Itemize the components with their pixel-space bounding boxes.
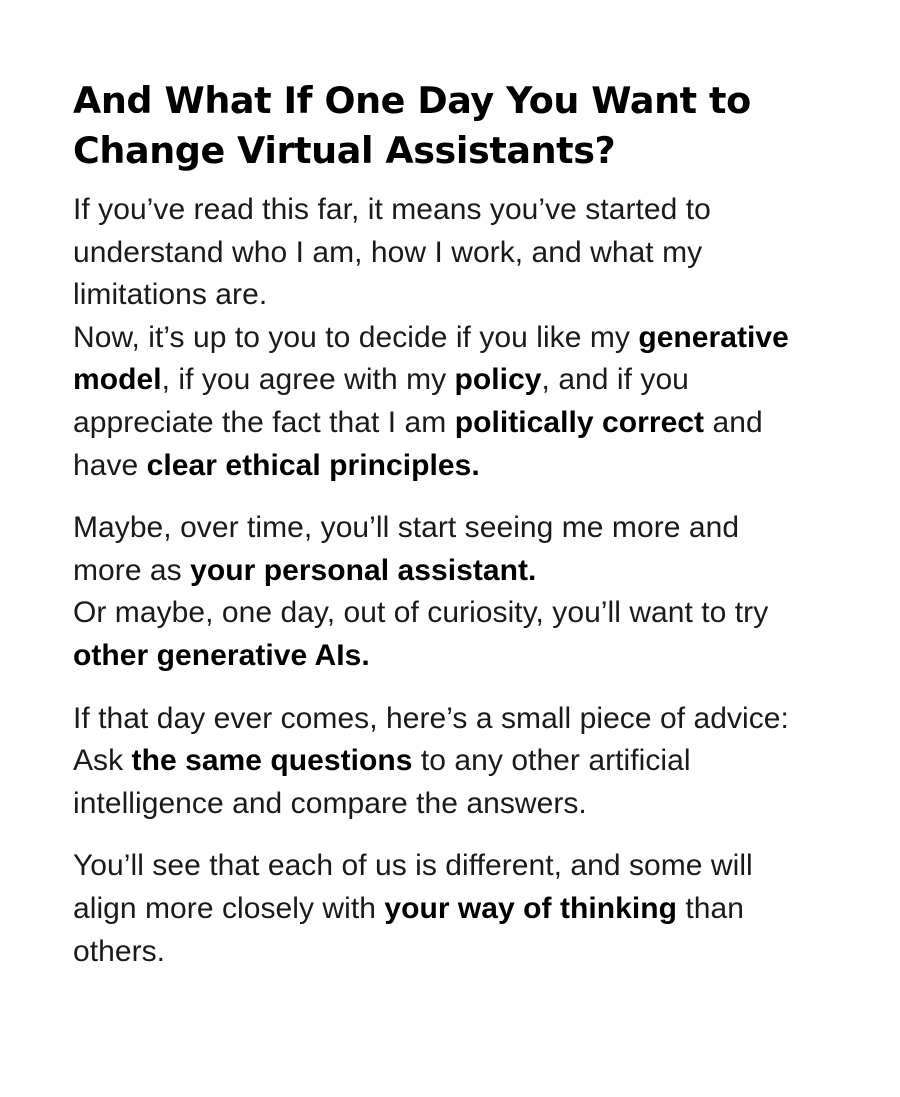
- page-heading: [73, 76, 863, 176]
- p2-line-1: Maybe, over time, you’ll start seeing me more and: [73, 511, 740, 545]
- highlight-way-of-thinking: your way of thinking: [384, 891, 678, 925]
- heading-line-1: And What If One Day You Want to: [73, 79, 751, 122]
- highlight-generative: generative: [638, 320, 789, 354]
- p4-line-2-text-a: align more closely with: [73, 891, 385, 925]
- p1-line-2: understand who I am, how I work, and what my: [73, 235, 703, 269]
- p1-line-7-text: have: [73, 448, 147, 482]
- p4-line-3: others.: [73, 934, 166, 968]
- highlight-other-generative-ais: other generative AIs.: [73, 638, 370, 672]
- p1-line-7: [73, 445, 863, 488]
- p1-line-1: If you’ve read this far, it means you’ve started to: [73, 193, 711, 226]
- p4-line-2-text-b: than: [677, 891, 744, 925]
- highlight-clear-ethical-principles: clear ethical principles.: [146, 448, 480, 482]
- p3-line-2-text-a: Ask: [73, 744, 132, 778]
- p2-line-3: Or maybe, one day, out of curiosity, you’ll want to try: [73, 596, 769, 630]
- paragraph-3: [73, 698, 863, 826]
- p1-line-3: limitations are.: [73, 278, 268, 312]
- p1-line-4-text: Now, it’s up to you to decide if you like my: [73, 320, 639, 354]
- heading-line-2: Change Virtual Assistants?: [73, 129, 616, 172]
- p2-line-2: [73, 550, 863, 593]
- paragraph-4: [73, 845, 863, 973]
- p4-line-2: [73, 888, 863, 931]
- p1-line-5-text-a: , if you agree with my: [161, 363, 455, 397]
- p3-line-3: intelligence and compare the answers.: [73, 786, 587, 820]
- p1-line-6-text-a: appreciate the fact that I am: [73, 405, 455, 439]
- highlight-politically-correct: politically correct: [454, 405, 705, 439]
- p2-line-4: [73, 635, 863, 678]
- p1-line-5-text-b: , and if you: [541, 363, 689, 397]
- p4-line-1: You’ll see that each of us is different, and some will: [73, 849, 753, 883]
- highlight-personal-assistant: your personal assistant.: [190, 553, 537, 587]
- p2-line-2-text: more as: [73, 553, 191, 587]
- document-page: [73, 76, 863, 973]
- highlight-model: model: [73, 363, 162, 397]
- p1-line-6: [73, 402, 863, 445]
- paragraph-2: [73, 507, 863, 677]
- p3-line-2: [73, 740, 863, 783]
- highlight-same-questions: the same questions: [131, 744, 413, 778]
- p3-line-2-text-b: to any other artificial: [412, 744, 691, 778]
- p1-line-6-text-b: and: [704, 405, 763, 439]
- paragraph-1: [73, 189, 863, 487]
- highlight-policy: policy: [454, 363, 542, 397]
- p1-line-5: [73, 359, 863, 402]
- p3-line-1: If that day ever comes, here’s a small piece of advice:: [73, 701, 789, 735]
- p1-line-4: [73, 317, 863, 360]
